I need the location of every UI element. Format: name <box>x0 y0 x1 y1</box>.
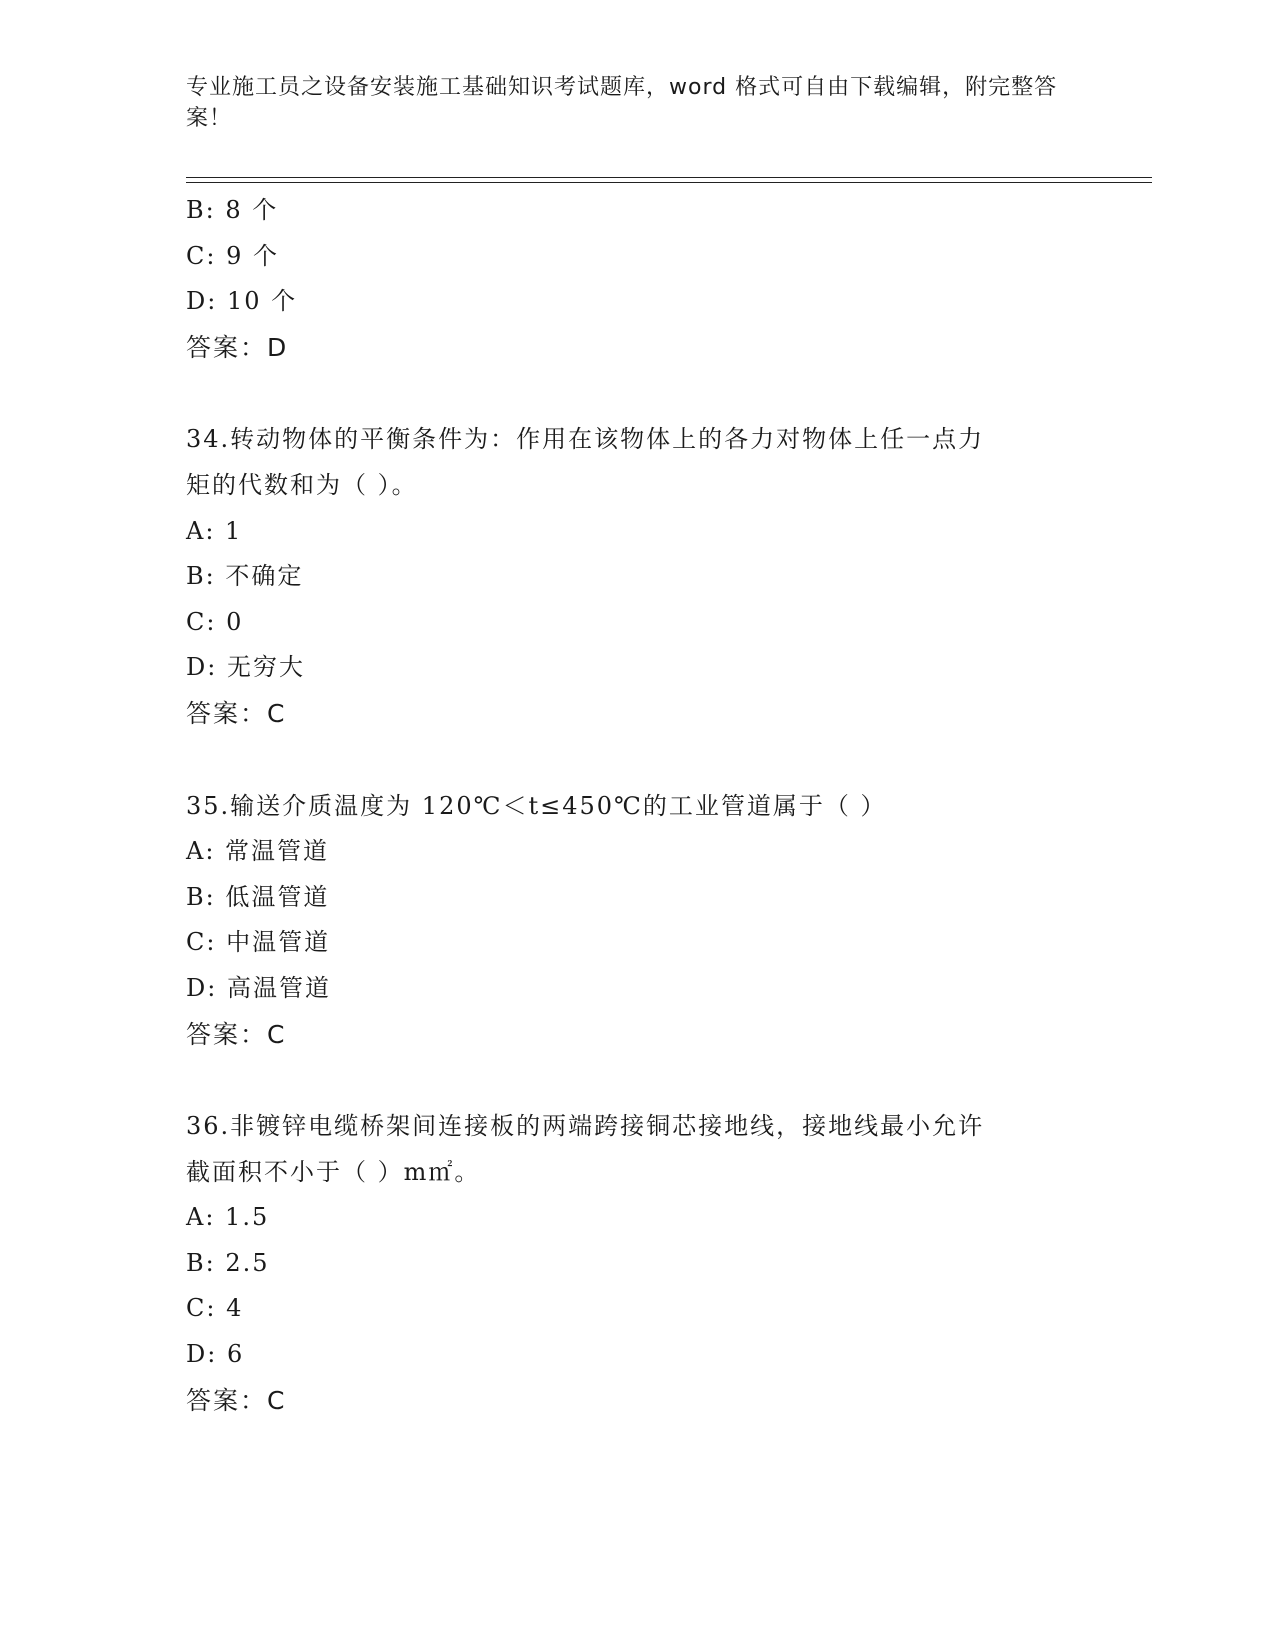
option-b: B: 2.5 <box>186 1248 270 1277</box>
option-b: B: 低温管道 <box>186 882 330 911</box>
header-rule-bottom <box>186 182 1152 183</box>
question-stem-line-1: 34.转动物体的平衡条件为：作用在该物体上的各力对物体上任一点力 <box>186 425 985 454</box>
option-c: C: 中温管道 <box>186 928 331 957</box>
question-stem-line-1: 35.输送介质温度为 120℃＜t≤450℃的工业管道属于（ ） <box>186 791 887 820</box>
question-stem-line-2: 矩的代数和为（ ）。 <box>186 470 418 499</box>
question-34 <box>186 417 1086 736</box>
option-d: D: 10 个 <box>186 287 298 316</box>
header-text: 专业施工员之设备安装施工基础知识考试题库，word 格式可自由下载编辑，附完整答案！ <box>186 75 1058 131</box>
document-header <box>186 72 1066 134</box>
option-c: C: 9 个 <box>186 241 279 270</box>
question-stem-line-1: 36.非镀锌电缆桥架间连接板的两端跨接铜芯接地线，接地线最小允许 <box>186 1112 985 1141</box>
answer-line: 答案：C <box>186 698 287 728</box>
option-b: B: 不确定 <box>186 562 304 591</box>
question-35 <box>186 784 1086 1058</box>
question-33-tail <box>186 188 1086 370</box>
question-stem-line-2: 截面积不小于（ ）m㎡。 <box>186 1157 481 1186</box>
option-d: D: 无穷大 <box>186 653 305 682</box>
answer-line: 答案：C <box>186 1385 287 1415</box>
option-a: A: 1.5 <box>186 1203 270 1232</box>
question-36 <box>186 1104 1086 1423</box>
spacer <box>186 370 1086 417</box>
answer-line: 答案：C <box>186 1019 287 1049</box>
option-a: A: 1 <box>186 516 243 545</box>
option-c: C: 4 <box>186 1294 244 1323</box>
option-c: C: 0 <box>186 607 244 636</box>
question-list <box>186 188 1086 1423</box>
option-b: B: 8 个 <box>186 196 279 224</box>
option-d: D: 高温管道 <box>186 973 331 1002</box>
spacer <box>186 1057 1086 1104</box>
header-rule-top <box>186 177 1152 178</box>
spacer <box>186 737 1086 784</box>
answer-line: 答案：D <box>186 332 289 362</box>
option-a: A: 常温管道 <box>186 837 330 866</box>
option-d: D: 6 <box>186 1340 245 1369</box>
